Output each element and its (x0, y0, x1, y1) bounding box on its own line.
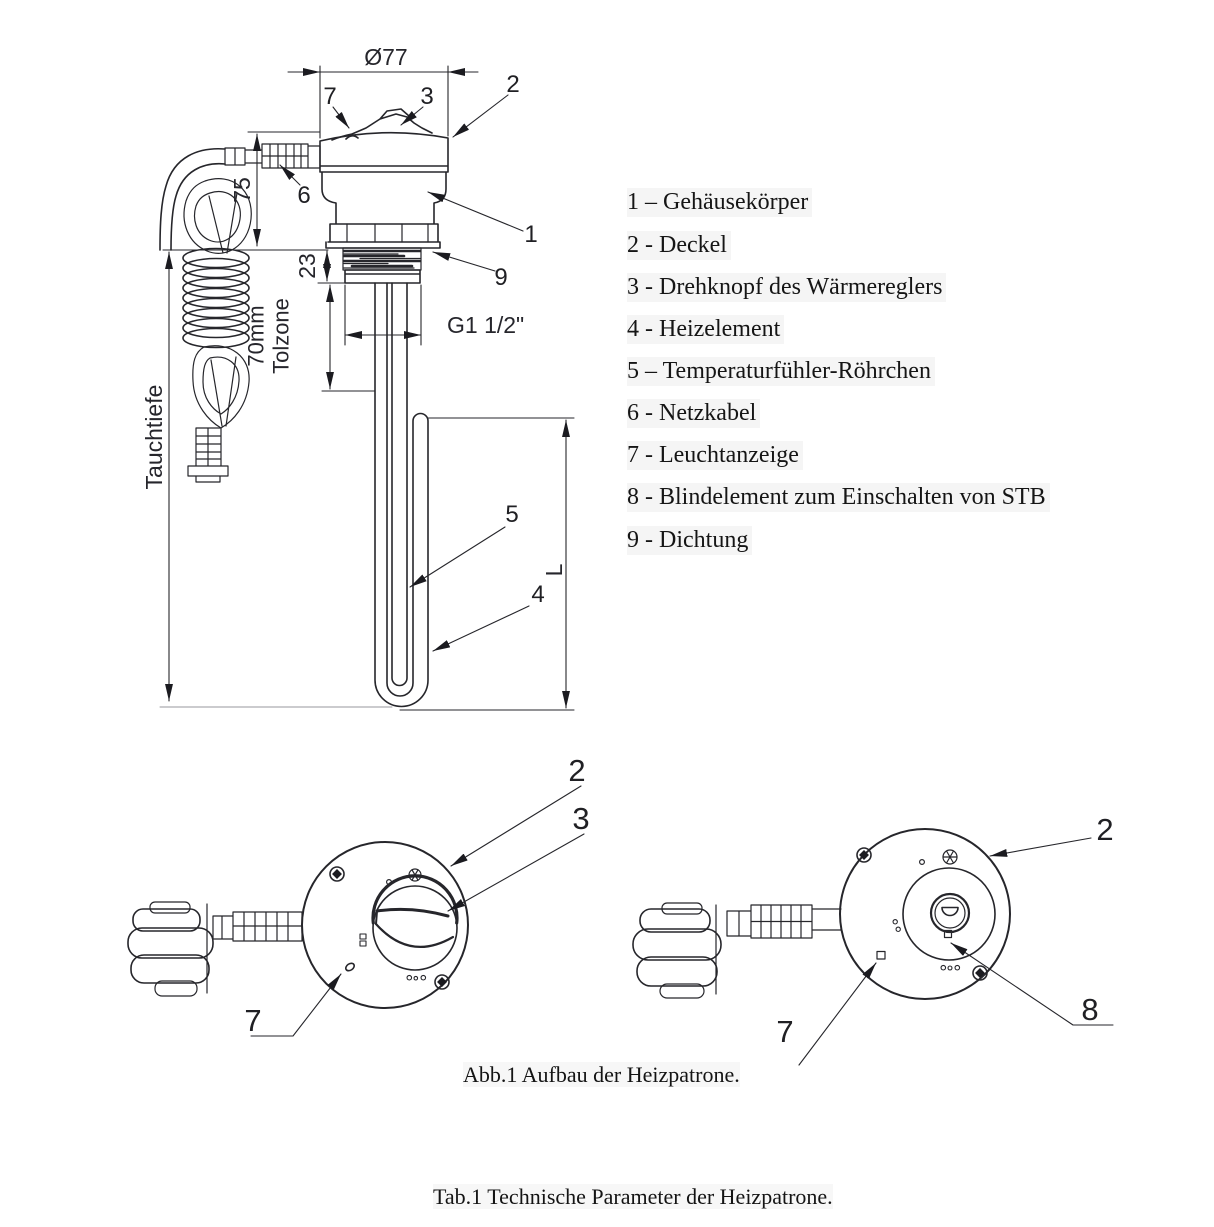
leader-7-right-view (799, 963, 876, 1065)
dim-diameter-label: Ø77 (364, 44, 408, 70)
figure-caption-text: Abb.1 Aufbau der Heizpatrone. (463, 1062, 740, 1087)
dim-tauchtiefe-label: Tauchtiefe (141, 384, 168, 490)
blind-element-d-hole (942, 908, 958, 916)
bottom-view-with-blind-element (633, 812, 1114, 1065)
dim-75-label: 75 (229, 177, 256, 203)
table-caption (433, 1184, 833, 1210)
gland-knurl-right-view (727, 905, 841, 938)
callout-5-main: 5 (505, 501, 519, 528)
legend-item-8 (627, 484, 1050, 511)
cable-gland-knurl (225, 144, 320, 168)
callout-7-left-view: 7 (244, 1003, 262, 1038)
dim-thread-size-label: G1 1/2" (447, 312, 525, 338)
callout-4-main: 4 (531, 581, 545, 608)
leader-9-main (433, 252, 495, 271)
legend-item-8-text: 8 - Blindelement zum Einschalten von STB (627, 483, 1050, 512)
cable-curve (160, 149, 225, 250)
callout-2-left-view: 2 (568, 753, 586, 788)
dial-dots-row-right (941, 965, 960, 970)
table-caption-text: Tab.1 Technische Parameter der Heizpatrone. (433, 1184, 833, 1209)
dim-23-label: 23 (294, 253, 321, 279)
callout-6-main: 6 (297, 182, 311, 209)
cable-coil (183, 249, 249, 348)
callout-2-right-view: 2 (1096, 812, 1114, 847)
cable-loop-bottom (193, 346, 249, 428)
indicator-lamp-square (877, 952, 885, 960)
figure-caption (463, 1062, 740, 1088)
legend-item-2-text: 2 - Deckel (627, 231, 731, 260)
knob-blade-top (377, 909, 448, 916)
legend-item-9 (627, 527, 752, 554)
leader-4-main (433, 606, 529, 651)
leader-2-right-view (990, 838, 1091, 856)
callout-8-right-view: 8 (1081, 992, 1099, 1027)
leader-2-main (453, 95, 508, 137)
knob-circle (373, 886, 457, 970)
callout-3-left-view: 3 (572, 801, 590, 836)
leader-1-main (428, 192, 523, 231)
plug-main-view (188, 428, 228, 482)
dial-double-dots (893, 920, 900, 932)
bottom-view-with-knob (128, 753, 590, 1038)
legend-item-4 (627, 316, 784, 343)
dial-dot-mark-right (920, 860, 925, 865)
legend-item-3 (627, 274, 946, 301)
leader-3-left-view (448, 834, 584, 911)
skirt-ribs (347, 224, 428, 242)
gland-knurl-left-view (213, 912, 302, 941)
indicator-lamp-mark (344, 962, 355, 973)
blind-element-boss-outer (931, 894, 969, 932)
housing-head-outline (320, 133, 448, 248)
leader-7-main (333, 107, 349, 128)
dial-tick-marks (360, 934, 366, 946)
seal-washer (345, 270, 420, 283)
legend-item-7-text: 7 - Leuchtanzeige (627, 441, 803, 470)
recess-circle (903, 868, 995, 960)
screw-top-left-icon (330, 867, 344, 881)
element-and-sensor-tubes (375, 283, 428, 707)
frost-symbol-icon-right (943, 850, 957, 864)
frost-symbol-icon (409, 869, 421, 881)
legend-item-2 (627, 232, 731, 259)
legend-item-3-text: 3 - Drehknopf des Wärmereglers (627, 273, 946, 302)
legend-item-5 (627, 358, 935, 385)
legend-item-1-text: 1 – Gehäusekörper (627, 188, 812, 217)
callout-3-main: 3 (420, 83, 434, 110)
dial-dots-row (407, 975, 426, 980)
plug-right-view (633, 903, 721, 998)
leader-2-left-view (451, 786, 581, 866)
callout-9-main: 9 (494, 264, 508, 291)
main-section-view (141, 44, 574, 710)
legend-item-9-text: 9 - Dichtung (627, 526, 752, 555)
legend-item-7 (627, 442, 803, 469)
legend-item-6-text: 6 - Netzkabel (627, 399, 760, 428)
screw-bottom-right-icon-right (973, 966, 987, 980)
screw-bottom-right-icon (435, 975, 449, 989)
plug-left-view (128, 902, 213, 996)
blind-element-boss-inner (935, 898, 965, 928)
dim-tolzone-value: 70mm (243, 305, 269, 367)
legend-item-4-text: 4 - Heizelement (627, 315, 784, 344)
leader-7-left-view (251, 974, 341, 1036)
screw-top-left-icon-right (857, 848, 871, 862)
callout-2-main: 2 (506, 71, 520, 98)
legend-item-6 (627, 400, 760, 427)
callout-7-right-view: 7 (776, 1014, 794, 1049)
callout-7-main: 7 (323, 83, 337, 110)
dim-tolzone-label: Tolzone (268, 298, 294, 374)
knob-blade-pinch (376, 911, 377, 924)
leader-5-main (410, 527, 505, 587)
callout-1-main: 1 (524, 221, 538, 248)
dim-length-label: L (541, 563, 568, 577)
knob-blade-bottom (376, 924, 453, 947)
legend-item-5-text: 5 – Temperaturfühler-Röhrchen (627, 357, 935, 386)
legend-item-1 (627, 189, 812, 216)
